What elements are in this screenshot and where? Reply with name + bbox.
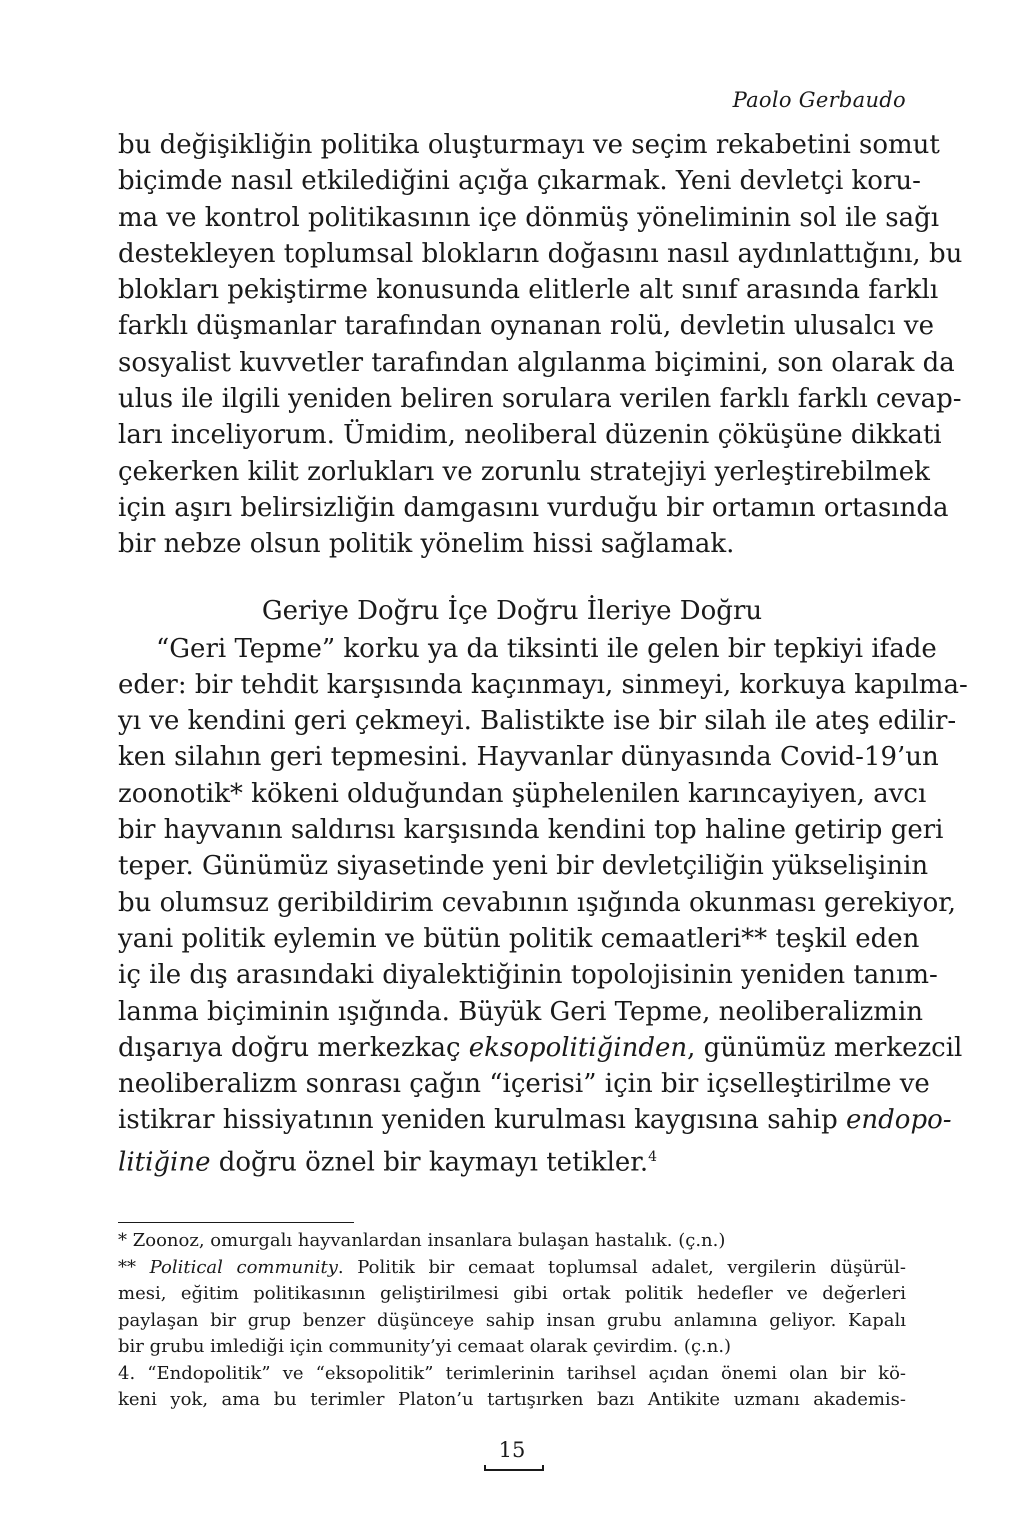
footnote-2	[118, 1255, 906, 1282]
text-line: bir nebze olsun politik yönelim hissi sağlamak.	[118, 529, 735, 560]
footnote-line: keni yok, ama bu terimler Platon’u tartışırken bazı Antikite uzmanı akademis-	[118, 1389, 906, 1410]
text-line: yani politik eylemin ve bütün politik cemaatleri** teşkil eden	[118, 923, 920, 954]
text-segment: . Politik bir cemaat toplumsal adalet, vergilerin düşürül-	[337, 1256, 906, 1278]
footnotes	[118, 1228, 906, 1414]
text-segment: istikrar hissiyatının yeniden kurulması kaygısına sahip	[118, 1105, 847, 1136]
text-line: blokları pekiştirme konusunda elitlerle alt sınıf arasında farklı	[118, 275, 939, 306]
italic-term: Political community	[149, 1256, 338, 1278]
text-line: sosyalist kuvvetler tarafından algılanma biçimini, son olarak da	[118, 347, 955, 378]
text-line: eder: bir tehdit karşısında kaçınmayı, sinmeyi, korkuya kapılma-	[118, 669, 968, 700]
text-line: teper. Günümüz siyasetinde yeni bir devletçiliğin yükselişinin	[118, 851, 929, 882]
text-line: çekerken kilit zorlukları ve zorunlu stratejiyi yerleştirebilmek	[118, 456, 930, 487]
text-line: ken silahın geri tepmesini. Hayvanlar dünyasında Covid-19’un	[118, 742, 939, 773]
footnote-4: 4. “Endopolitik” ve “eksopolitik” terimlerinin tarihsel açıdan önemi olan bir kö-	[118, 1362, 906, 1384]
text-line	[118, 1102, 952, 1138]
text-line: farklı düşmanlar tarafından oynanan rolü, devletin ulusalcı ve	[118, 311, 934, 342]
text-line: destekleyen toplumsal blokların doğasını nasıl aydınlattığını, bu	[118, 238, 963, 269]
text-line: bu değişikliğin politika oluşturmayı ve seçim rekabetini somut	[118, 130, 940, 160]
footnote-line: mesi, eğitim politikasının geliştirilmesi gibi ortak politik hedefler ve değerleri	[118, 1283, 906, 1304]
text-line	[118, 1030, 963, 1066]
text-line: zoonotik* kökeni olduğundan şüphelenilen karıncayiyen, avcı	[118, 778, 927, 809]
text-line: “Geri Tepme” korku ya da tiksinti ile gelen bir tepkiyi ifade	[156, 633, 937, 664]
italic-term: eksopolitiğinden	[468, 1032, 688, 1063]
paragraph-1	[118, 127, 963, 563]
text-line: ulus ile ilgili yeniden beliren sorulara verilen farklı farklı cevap-	[118, 384, 962, 415]
page-number: 15	[498, 1438, 526, 1462]
text-line: neoliberalizm sonrası çağın “içerisi” için bir içselleştirilme ve	[118, 1069, 930, 1100]
running-head-author: Paolo Gerbaudo	[732, 88, 906, 112]
text-line: ma ve kontrol politikasının içe dönmüş yöneliminin sol ile sağı	[118, 202, 940, 233]
text-segment: **	[118, 1256, 150, 1278]
text-line: iç ile dış arasındaki diyalektiğinin topolojisinin yeniden tanım-	[118, 960, 938, 991]
text-line: lanma biçiminin ışığında. Büyük Geri Tepme, neoliberalizmin	[118, 996, 924, 1027]
italic-term: endopo-	[846, 1105, 952, 1136]
footnote-marker: 4	[648, 1148, 658, 1165]
text-line: yı ve kendini geri çekmeyi. Balistikte ise bir silah ile ateş edilir-	[118, 706, 957, 737]
text-segment: , günümüz merkezcil	[687, 1032, 963, 1063]
text-line	[118, 1139, 906, 1181]
footnote-line: bir grubu imlediği için community’yi cemaat olarak çevirdim. (ç.n.)	[118, 1336, 732, 1357]
section-heading: Geriye Doğru İçe Doğru İleriye Doğru	[261, 595, 763, 626]
text-line: için aşırı belirsizliğin damgasını vurduğu bir ortamın ortasında	[118, 492, 949, 523]
text-line: biçimde nasıl etkilediğini açığa çıkarmak. Yeni devletçi koru-	[118, 166, 921, 197]
page-number-bracket	[484, 1465, 544, 1471]
footnote-line: paylaşan bir grup benzer düşünceye sahip insan grubu anlamına geliyor. Kapalı	[118, 1309, 906, 1331]
text-line: bu olumsuz geribildirim cevabının ışığında okunması gerekiyor,	[118, 887, 957, 918]
italic-term: litiğine	[118, 1147, 211, 1178]
text-line: ları inceliyorum. Ümidim, neoliberal düzenin çöküşüne dikkati	[118, 420, 942, 451]
text-segment: dışarıya doğru merkezkaç	[118, 1032, 469, 1063]
main-text	[118, 127, 968, 1181]
footnote-divider	[118, 1222, 354, 1223]
text-line: bir hayvanın saldırısı karşısında kendini top haline getirip geri	[118, 815, 944, 846]
paragraph-2	[118, 631, 968, 1181]
text-segment: doğru öznel bir kaymayı tetikler.	[210, 1147, 649, 1178]
footnote-1: * Zoonoz, omurgalı hayvanlardan insanlara bulaşan hastalık. (ç.n.)	[118, 1230, 726, 1251]
